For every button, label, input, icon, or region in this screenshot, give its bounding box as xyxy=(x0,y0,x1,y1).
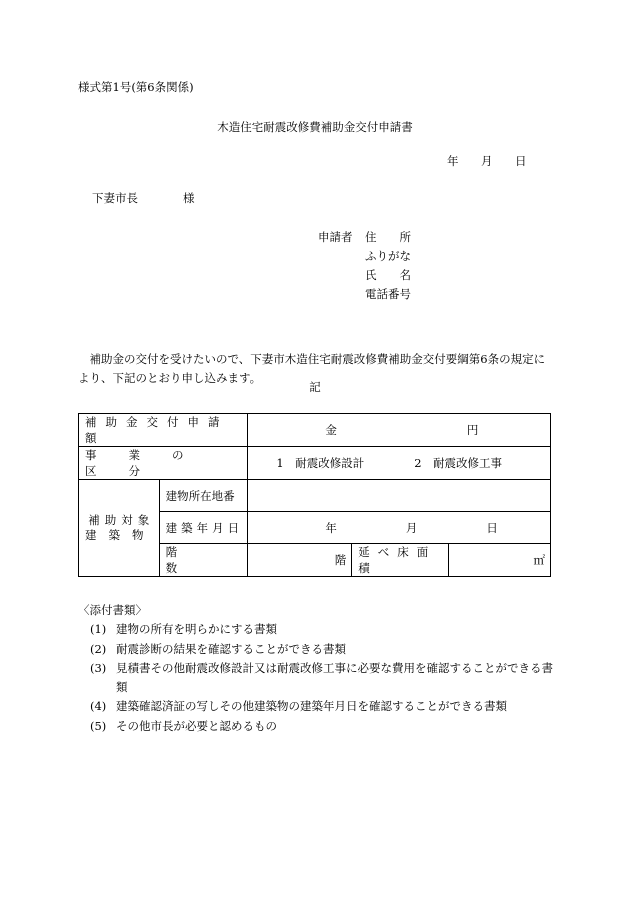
applicant-furigana-label: ふりがな xyxy=(365,249,411,263)
building-location-value-cell[interactable] xyxy=(248,480,551,512)
attachment-text: 建物の所有を明らかにする書類 xyxy=(116,622,277,637)
attachment-number: (4) xyxy=(90,699,107,714)
built-year-label: 年 xyxy=(325,520,337,535)
date-day: 日 xyxy=(515,154,527,168)
business-type-option-construction[interactable]: 2 耐震改修工事 xyxy=(414,456,503,470)
attachments-section xyxy=(78,601,553,736)
built-day-label: 日 xyxy=(486,520,498,535)
attachment-number: (2) xyxy=(90,641,107,656)
form-number: 様式第1号(第6条関係) xyxy=(78,80,194,94)
application-table xyxy=(78,413,551,577)
subsidy-amount-label-cell xyxy=(79,414,248,447)
business-type-option-design[interactable]: 1 耐震改修設計 xyxy=(276,456,365,470)
target-building-label-line1: 補助対象 xyxy=(88,513,155,527)
attachment-item xyxy=(78,659,553,698)
subsidy-amount-label xyxy=(79,414,247,446)
applicant-name-label: 氏 名 xyxy=(365,268,411,282)
attachment-text: 見積書その他耐震改修設計又は耐震改修工事に必要な費用を確認することができる書類 xyxy=(116,660,553,695)
business-type-label-cell xyxy=(79,447,248,480)
built-month-label: 月 xyxy=(405,520,418,535)
floors-value-cell[interactable] xyxy=(248,544,352,577)
ki-marker: 記 xyxy=(309,380,321,394)
floor-area-label-cell xyxy=(352,544,449,577)
applicant-address-label: 住 所 xyxy=(365,230,411,244)
attachment-item xyxy=(78,717,553,736)
built-date-value-cell[interactable] xyxy=(248,512,551,544)
attachment-item xyxy=(78,640,553,659)
date-month: 月 xyxy=(481,154,493,168)
application-statement-text: 補助金の交付を受けたいので、下妻市木造住宅耐震改修費補助金交付要綱第6条の規定により、下記のとおり申し込みます。 xyxy=(78,352,546,385)
target-building-label-cell xyxy=(79,480,160,577)
building-location-label: 建物所在地番 xyxy=(165,488,235,503)
subsidy-amount-value-cell[interactable] xyxy=(248,414,551,447)
attachment-item xyxy=(78,620,553,639)
attachment-number: (1) xyxy=(90,622,107,637)
applicant-phone-label: 電話番号 xyxy=(365,287,411,301)
business-type-label-text: 事業の区分 xyxy=(85,448,216,478)
attachment-text: 耐震診断の結果を確認することができる書類 xyxy=(116,641,346,656)
attachment-text: その他市長が必要と認めるもの xyxy=(116,718,277,733)
floor-area-value-cell[interactable] xyxy=(449,544,551,577)
area-unit: ㎡ xyxy=(533,553,545,567)
addressee-name: 下妻市長 xyxy=(92,191,138,205)
business-type-label xyxy=(79,447,247,479)
floors-label-cell xyxy=(159,544,248,577)
form-title: 木造住宅耐震改修費補助金交付申請書 xyxy=(217,120,413,134)
addressee-honorific: 様 xyxy=(183,191,195,205)
floors-unit: 階 xyxy=(334,553,347,567)
built-date-label: 建築年月日 xyxy=(165,520,244,535)
attachment-text: 建築確認済証の写しその他建築物の建築年月日を確認することができる書類 xyxy=(116,699,507,714)
subsidy-kin-label: 金 xyxy=(325,423,337,437)
floor-area-label: 延べ床面積 xyxy=(358,545,437,575)
business-type-options-cell xyxy=(248,447,551,480)
subsidy-yen-label: 円 xyxy=(466,423,479,437)
attachment-item xyxy=(78,697,553,716)
building-location-label-cell xyxy=(159,480,248,512)
attachments-heading: 〈添付書類〉 xyxy=(78,603,147,617)
floors-label: 階数 xyxy=(165,545,226,575)
built-date-label-cell xyxy=(159,512,248,544)
attachment-number: (5) xyxy=(90,718,107,733)
attachment-number: (3) xyxy=(90,660,107,675)
subsidy-amount-label-text: 補助金交付申請額 xyxy=(85,415,229,445)
applicant-label: 申請者 xyxy=(318,230,353,244)
target-building-label-line2: 建築物 xyxy=(85,528,156,542)
date-year: 年 xyxy=(447,154,459,168)
